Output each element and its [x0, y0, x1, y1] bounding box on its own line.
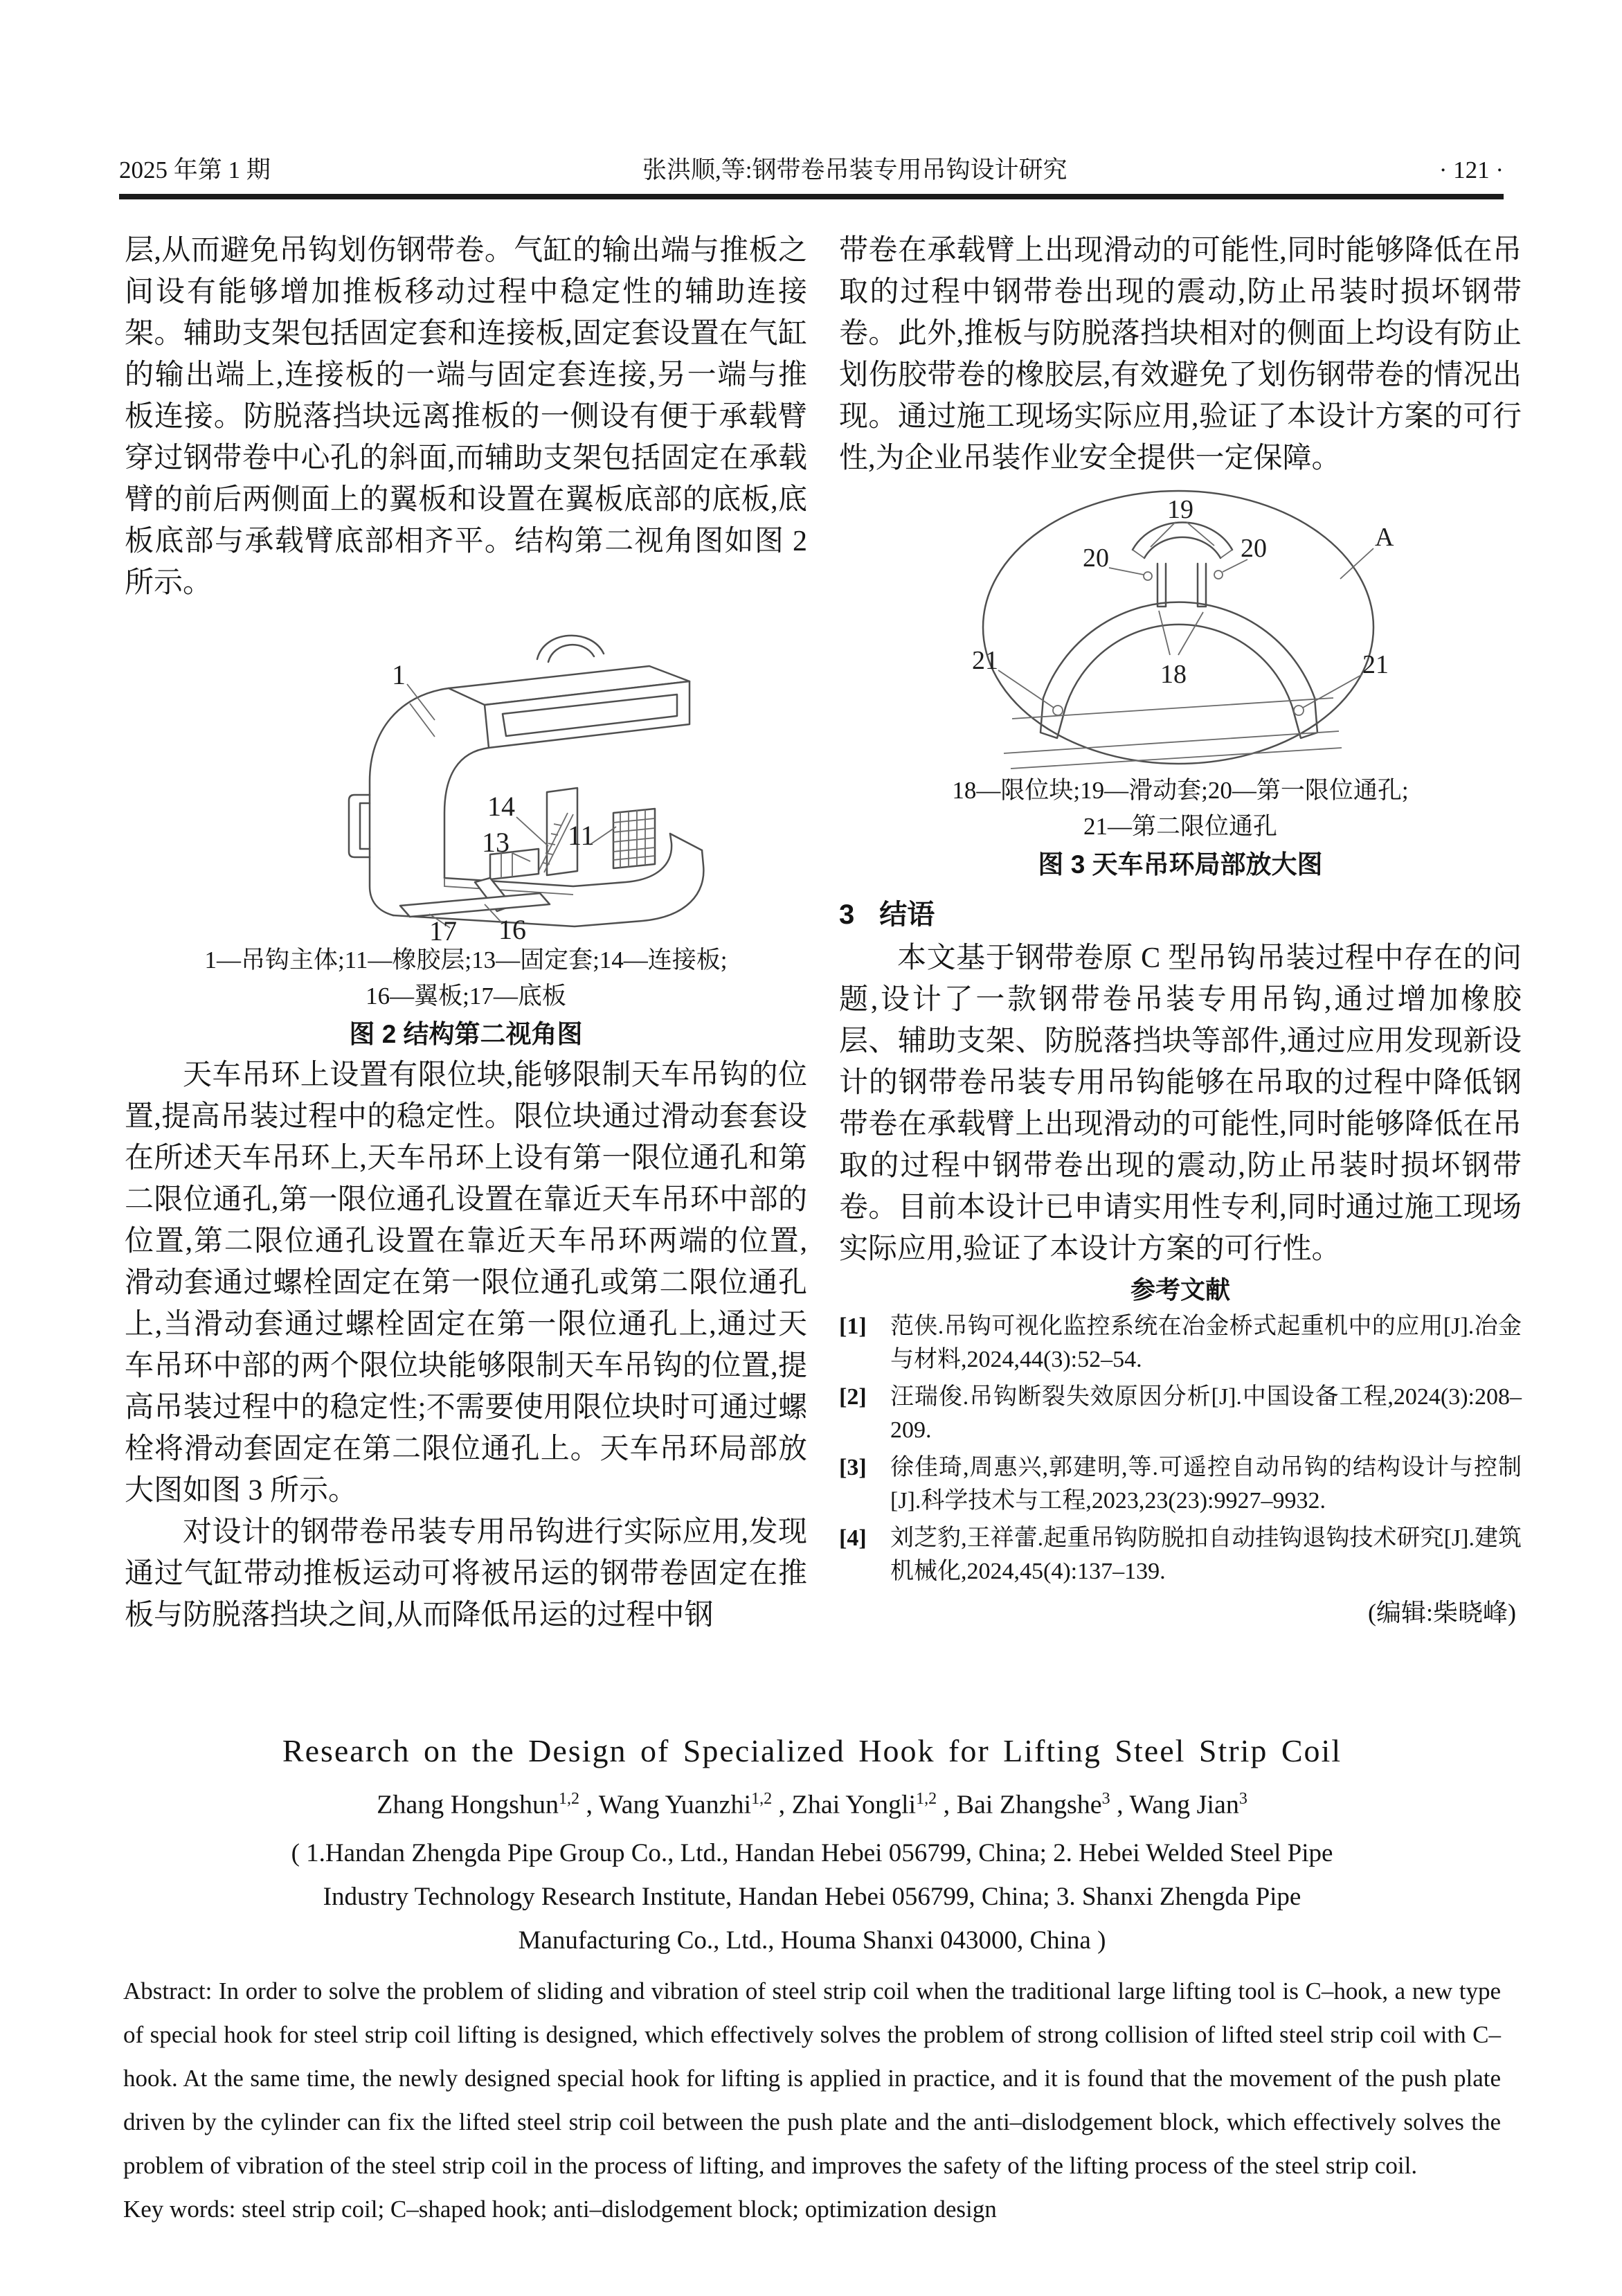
fig2-base-plate — [400, 893, 550, 917]
fig3-limit-block-right — [1198, 564, 1206, 607]
fig3-leader-20-left — [1109, 568, 1144, 575]
fig2-part-label-11: 11 — [568, 820, 595, 851]
author-separator: , — [772, 1790, 792, 1820]
author-separator: , — [1110, 1790, 1130, 1820]
reference-item — [839, 1451, 1522, 1518]
fig3-beam-line-1 — [1012, 698, 1333, 719]
reference-text: 徐佳琦,周惠兴,郭建明,等.可遥控自动吊钩的结构设计与控制[J].科学技术与工程,2023,23(23):9927–9932. — [890, 1455, 1522, 1514]
author-name: Bai Zhangshe — [956, 1790, 1102, 1820]
author-name: Wang Jian — [1129, 1790, 1239, 1820]
header-rule — [119, 194, 1504, 199]
reference-text: 汪瑞俊.吊钩断裂失效原因分析[J].中国设备工程,2024(3):208–209. — [890, 1384, 1522, 1443]
fig3-leader-18 — [1159, 611, 1203, 655]
fig2-leader-1 — [407, 684, 435, 720]
fig2-spine-inner — [444, 748, 489, 878]
reference-text: 范侠.吊钩可视化监控系统在冶金桥式起重机中的应用[J].冶金与材料,2024,44(3):52–54. — [890, 1313, 1522, 1372]
page-number: · 121 · — [1439, 156, 1504, 183]
reference-marker: [4] — [839, 1525, 867, 1551]
right-column — [839, 230, 1522, 1631]
author-superscript: 3 — [1238, 1790, 1247, 1808]
body-paragraph: 天车吊环上设置有限位块,能够限制天车吊钩的位置,提高吊装过程中的稳定性。限位块通过滑动套套设在所述天车吊环上,天车吊环上设有第一限位通孔和第二限位通孔,第一限位通孔设置在靠近天车吊环中部的位置,第二限位通孔设置在靠近天车吊环两端的位置,滑动套通过螺栓固定在第一限位通孔或第二限位通孔上,当滑动套通过螺栓固定在第一限位通孔上,通过天车吊环中部的两个限位块能够限制天车吊钩的位置,提高吊装过程中的稳定性;不需要使用限位块时可通过螺栓将滑动套固定在第二限位通孔上。天车吊环局部放大图如图 3 所示。 — [125, 1059, 807, 1507]
fig3-sleeve-inner — [1144, 537, 1220, 558]
body-paragraph: 本文基于钢带卷原 C 型吊钩吊装过程中存在的问题,设计了一款钢带卷吊装专用吊钩,通过增加橡胶层、辅助支架、防脱落挡块等部件,通过应用发现新设计的钢带卷吊装专用吊钩能够在吊取的过程中降低钢带卷在承载臂上出现滑动的可能性,同时能够降低在吊取的过程中钢带卷出现的震动,防止吊装时损坏钢带卷。目前本设计已申请实用性专利,同时通过施工现场实际应用,验证了本设计方案的可行性。 — [839, 942, 1522, 1265]
author-superscript: 1,2 — [558, 1790, 579, 1808]
fig2-caption-title: 图 2 结构第二视角图 — [349, 1020, 583, 1048]
figure-3 — [839, 482, 1522, 773]
body-paragraph: 带卷在承载臂上出现滑动的可能性,同时能够降低在吊取的过程中钢带卷出现的震动,防止吊装时损坏钢带卷。此外,推板与防脱落挡块相对的侧面上均设有防止划伤胶带卷的橡胶层,有效避免了划伤钢带卷的情况出现。通过施工现场实际应用,验证了本设计方案的可行性,为企业吊装作业安全提供一定保障。 — [839, 235, 1522, 474]
fig2-floor-line — [444, 878, 573, 895]
fig2-hook-tip — [670, 834, 702, 850]
keywords-text: steel strip coil; C–shaped hook; anti–dislodgement block; optimization design — [235, 2195, 997, 2223]
fig3-sleeve-outer — [1133, 523, 1232, 550]
body-paragraph: 层,从而避免吊钩划伤钢带卷。气缸的输出端与推板之间设有能够增加推板移动过程中稳定性的辅助连接架。辅助支架包括固定套和连接板,固定套设置在气缸的输出端上,连接板的一端与固定套连接,另一端与推板连接。防脱落挡块远离推板的一侧设有便于承载臂穿过钢带卷中心孔的斜面,而辅助支架包括固定在承载臂的前后两侧面上的翼板和设置在翼板底部的底板,底板底部与承载臂底部相齐平。结构第二视角图如图 2 所示。 — [125, 235, 807, 599]
running-head: 张洪顺,等:钢带卷吊装专用吊钩设计研究 — [642, 156, 1067, 183]
abstract-paragraph — [123, 1969, 1501, 2187]
fig3-hole-20-right — [1214, 571, 1223, 579]
reference-marker: [3] — [839, 1455, 867, 1480]
fig3-part-label-18: 18 — [1160, 660, 1187, 689]
fig3-part-label-A: A — [1375, 523, 1394, 552]
page-header — [119, 151, 1504, 186]
author-name: Zhai Yongli — [791, 1790, 917, 1820]
fig3-hole-21-left — [1053, 706, 1063, 715]
fig3-part-label-20-right: 20 — [1241, 534, 1267, 563]
english-title: Research on the Design of Specialized Hook for Lifting Steel Strip Coil — [282, 1733, 1342, 1768]
reference-item — [839, 1522, 1522, 1588]
section-title: 结语 — [879, 899, 935, 930]
fig3-caption-parts-1: 18—限位块;19—滑动套;20—第一限位通孔; — [952, 777, 1409, 804]
fig3-part-label-20-left: 20 — [1083, 544, 1109, 573]
fig3-part-label-19: 19 — [1167, 495, 1193, 524]
fig2-part-label-16: 16 — [498, 914, 526, 942]
fig3-caption-title: 图 3 天车吊环局部放大图 — [1038, 850, 1323, 879]
editor-credit: (编辑:柴晓峰) — [1368, 1599, 1516, 1626]
fig3-caption-parts-2: 21—第二限位通孔 — [1083, 813, 1277, 840]
reference-item — [839, 1381, 1522, 1447]
fig2-part-label-1: 1 — [392, 659, 406, 690]
fig3-part-label-21-left: 21 — [972, 646, 998, 675]
fig3-part-label-21-right: 21 — [1362, 650, 1389, 679]
fig2-caption-parts-2: 16—翼板;17—底板 — [366, 983, 566, 1010]
fig2-side-handle-inner — [360, 803, 370, 849]
reference-item — [839, 1310, 1522, 1376]
author-superscript: 1,2 — [751, 1790, 773, 1808]
figure-3-drawing — [839, 482, 1521, 773]
author-name: Wang Yuanzhi — [598, 1790, 752, 1820]
english-section — [123, 1730, 1501, 2231]
body-paragraph: 对设计的钢带卷吊装专用吊钩进行实际应用,发现通过气缸带动推板运动可将被吊运的钢带卷固定在推板与防脱落挡块之间,从而降低吊运的过程中钢 — [125, 1516, 807, 1631]
figure-2-drawing — [125, 607, 807, 942]
references-heading: 参考文献 — [1130, 1275, 1230, 1304]
section-heading-conclusion — [839, 892, 1522, 938]
fig3-beam-line-2 — [1004, 731, 1339, 753]
fig2-part-label-14: 14 — [487, 791, 515, 822]
fig2-caption-parts-1: 1—吊钩主体;11—橡胶层;13—固定套;14—连接板; — [204, 947, 728, 974]
fig2-part-label-13: 13 — [482, 827, 510, 858]
english-affiliation-line: ( 1.Handan Zhengda Pipe Group Co., Ltd., Handan Hebei 056799, China; 2. Hebei Welded Steel Pipe — [291, 1838, 1333, 1867]
fig2-leader-14 — [516, 817, 548, 846]
fig2-spine-outer — [370, 688, 449, 915]
fig2-handle-inner — [548, 645, 594, 662]
left-column — [125, 230, 807, 1636]
fig3-beam-line-3 — [1011, 748, 1342, 769]
keywords-line — [123, 2187, 1501, 2231]
section-number: 3 — [839, 899, 855, 930]
keywords-label: Key words: — [123, 2195, 236, 2223]
author-name: Zhang Hongshun — [377, 1790, 559, 1820]
fig2-corner-line — [410, 703, 435, 737]
author-separator: , — [579, 1790, 599, 1820]
figure-2 — [125, 607, 807, 942]
english-affiliation-line: Manufacturing Co., Ltd., Houma Shanxi 043000, China ) — [518, 1926, 1106, 1955]
fig3-leader-21-left — [998, 670, 1054, 708]
fig3-hole-20-left — [1144, 572, 1152, 580]
author-superscript: 1,2 — [916, 1790, 937, 1808]
author-superscript: 3 — [1101, 1790, 1110, 1808]
fig3-hole-21-right — [1294, 706, 1304, 715]
english-affiliation-line: Industry Technology Research Institute, Handan Hebei 056799, China; 3. Shanxi Zhengda Pipe — [323, 1882, 1301, 1911]
abstract-text: In order to solve the problem of sliding and vibration of steel strip coil when the traditional large lifting tool is C–hook, a new type of special hook for steel strip coil lifting is designed, which effectively solves the problem of strong collision of lifted steel strip coil with C–hook. At the same time, the newly designed special hook for lifting is applied in practice, and it is found that the movement of the push plate driven by the cylinder can fix the lifted steel strip coil between the push plate and the anti–dislodgement block, which effectively solves the problem of vibration of the steel strip coil in the process of lifting, and improves the safety of the lifting process of the steel strip coil. — [123, 1977, 1501, 2179]
fig2-part-label-17: 17 — [429, 915, 457, 942]
reference-marker: [2] — [839, 1384, 867, 1410]
abstract-label: Abstract: — [123, 1977, 213, 2004]
fig3-leader-A — [1340, 548, 1373, 579]
author-separator: , — [937, 1790, 957, 1820]
fig3-limit-block-left — [1157, 564, 1166, 607]
journal-issue: 2025 年第 1 期 — [119, 156, 271, 183]
english-authors — [123, 1773, 1501, 1831]
reference-text: 刘芝豹,王祥蕾.起重吊钩防脱扣自动挂钩退钩技术研究[J].建筑机械化,2024,45(4):137–139. — [890, 1525, 1522, 1584]
reference-marker: [1] — [839, 1313, 867, 1339]
